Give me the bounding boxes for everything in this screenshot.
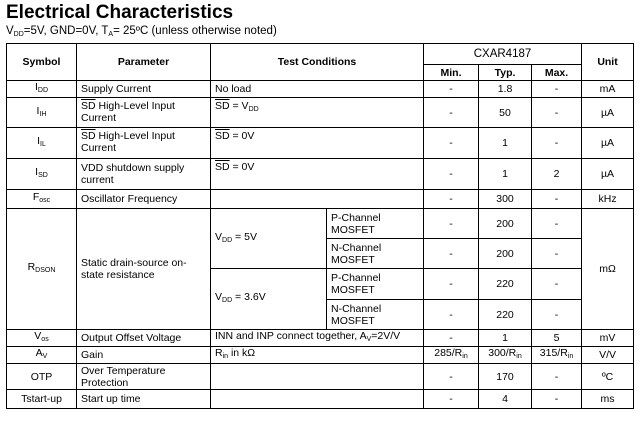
- typ-cell: 220: [479, 300, 532, 330]
- typ-cell: 1: [479, 330, 532, 347]
- min-cell: $285/R_{in}$: [424, 347, 479, 364]
- max-cell: -: [532, 269, 582, 300]
- table-row-otp: [7, 364, 634, 390]
- symbol-cell: $F_{osc}$: [7, 190, 77, 209]
- min-cell: -: [424, 159, 479, 190]
- symbol-cell: $I_{DD}$: [7, 81, 77, 98]
- electrical-characteristics-table: [6, 43, 634, 409]
- table-row-tstart: [7, 390, 634, 409]
- typ-cell: 200: [479, 209, 532, 239]
- min-cell: -: [424, 209, 479, 239]
- parameter-cell: $\overline{SD}$ High-Level Input Current: [77, 128, 211, 159]
- unit-cell: mV: [582, 330, 634, 347]
- symbol-cell: $R_{DSON}$: [7, 209, 77, 330]
- max-cell: -: [532, 209, 582, 239]
- typ-cell: 1.8: [479, 81, 532, 98]
- min-cell: -: [424, 390, 479, 409]
- min-cell: -: [424, 330, 479, 347]
- parameter-cell: Output Offset Voltage: [77, 330, 211, 347]
- max-cell: -: [532, 300, 582, 330]
- max-cell: -: [532, 81, 582, 98]
- condition-vdd-3v6: $V_{DD} = 3.6V$: [211, 269, 327, 330]
- max-cell: 2: [532, 159, 582, 190]
- max-cell: -: [532, 128, 582, 159]
- header-parameter: Parameter: [77, 44, 211, 81]
- header-min: Min.: [424, 65, 479, 81]
- symbol-cell: Tstart-up: [7, 390, 77, 409]
- typ-cell: 220: [479, 269, 532, 300]
- symbol-cell: $I_{IH}$: [7, 98, 77, 128]
- test-conditions-note: $V_{DD}=5V$, GND=0V, $T_A=$ 25ºC (unless otherwise noted): [6, 25, 277, 38]
- parameter-cell: Supply Current: [77, 81, 211, 98]
- table-row-iih: [7, 98, 634, 128]
- max-cell: -: [532, 239, 582, 269]
- parameter-cell: VDD shutdown supply current: [77, 159, 211, 190]
- symbol-cell: $V_{os}$: [7, 330, 77, 347]
- table-row-isd: [7, 159, 634, 190]
- condition-vdd-5v: $V_{DD} = 5V$: [211, 209, 327, 269]
- unit-cell: ms: [582, 390, 634, 409]
- parameter-cell: Over Temperature Protection: [77, 364, 211, 390]
- page-title: Electrical Characteristics: [6, 2, 234, 23]
- max-cell: -: [532, 364, 582, 390]
- min-cell: -: [424, 269, 479, 300]
- parameter-cell: Gain: [77, 347, 211, 364]
- channel-cell: P-Channel MOSFET: [327, 269, 424, 300]
- min-cell: -: [424, 98, 479, 128]
- condition-cell: INN and INP connect together, $A_V=2V/V$: [211, 330, 424, 347]
- parameter-cell: Start up time: [77, 390, 211, 409]
- typ-cell: 200: [479, 239, 532, 269]
- condition-cell: [211, 190, 424, 209]
- parameter-cell: Oscillator Frequency: [77, 190, 211, 209]
- max-cell: -: [532, 190, 582, 209]
- header-part-number: CXAR4187: [424, 44, 582, 65]
- table-row-rdson-1: [7, 209, 634, 239]
- typ-cell: 1: [479, 128, 532, 159]
- condition-cell: $\overline{SD} = V_{DD}$: [211, 98, 424, 128]
- typ-cell: 300: [479, 190, 532, 209]
- condition-cell: [211, 364, 424, 390]
- min-cell: -: [424, 300, 479, 330]
- min-cell: -: [424, 190, 479, 209]
- condition-cell: $\overline{SD} = 0V$: [211, 159, 424, 190]
- unit-cell: µA: [582, 128, 634, 159]
- parameter-cell: $\overline{SD}$ High-Level Input Current: [77, 98, 211, 128]
- condition-cell: No load: [211, 81, 424, 98]
- table-row-idd: [7, 81, 634, 98]
- typ-cell: 50: [479, 98, 532, 128]
- header-max: Max.: [532, 65, 582, 81]
- unit-cell: mΩ: [582, 209, 634, 330]
- min-cell: -: [424, 81, 479, 98]
- symbol-cell: $I_{IL}$: [7, 128, 77, 159]
- min-cell: -: [424, 364, 479, 390]
- parameter-cell: Static drain-source on-state resistance: [77, 209, 211, 330]
- unit-cell: kHz: [582, 190, 634, 209]
- unit-cell: ºC: [582, 364, 634, 390]
- header-symbol: Symbol: [7, 44, 77, 81]
- condition-cell: $\overline{SD} = 0V$: [211, 128, 424, 159]
- unit-cell: V/V: [582, 347, 634, 364]
- max-cell: $315/R_{in}$: [532, 347, 582, 364]
- symbol-cell: $I_{SD}$: [7, 159, 77, 190]
- symbol-cell: $A_V$: [7, 347, 77, 364]
- min-cell: -: [424, 128, 479, 159]
- table-row-av: [7, 347, 634, 364]
- header-unit: Unit: [582, 44, 634, 81]
- unit-cell: µA: [582, 159, 634, 190]
- header-test-conditions: Test Conditions: [211, 44, 424, 81]
- header-typ: Typ.: [479, 65, 532, 81]
- min-cell: -: [424, 239, 479, 269]
- table-row-vos: [7, 330, 634, 347]
- unit-cell: mA: [582, 81, 634, 98]
- max-cell: 5: [532, 330, 582, 347]
- channel-cell: P-Channel MOSFET: [327, 209, 424, 239]
- symbol-cell: OTP: [7, 364, 77, 390]
- max-cell: -: [532, 390, 582, 409]
- channel-cell: N-Channel MOSFET: [327, 300, 424, 330]
- max-cell: -: [532, 98, 582, 128]
- typ-cell: 1: [479, 159, 532, 190]
- typ-cell: 4: [479, 390, 532, 409]
- channel-cell: N-Channel MOSFET: [327, 239, 424, 269]
- table-header-row: [7, 44, 634, 65]
- typ-cell: 170: [479, 364, 532, 390]
- unit-cell: µA: [582, 98, 634, 128]
- condition-cell: $R_{in}$ in kΩ: [211, 347, 424, 364]
- typ-cell: $300/R_{in}$: [479, 347, 532, 364]
- table-row-iil: [7, 128, 634, 159]
- table-row-fosc: [7, 190, 634, 209]
- condition-cell: [211, 390, 424, 409]
